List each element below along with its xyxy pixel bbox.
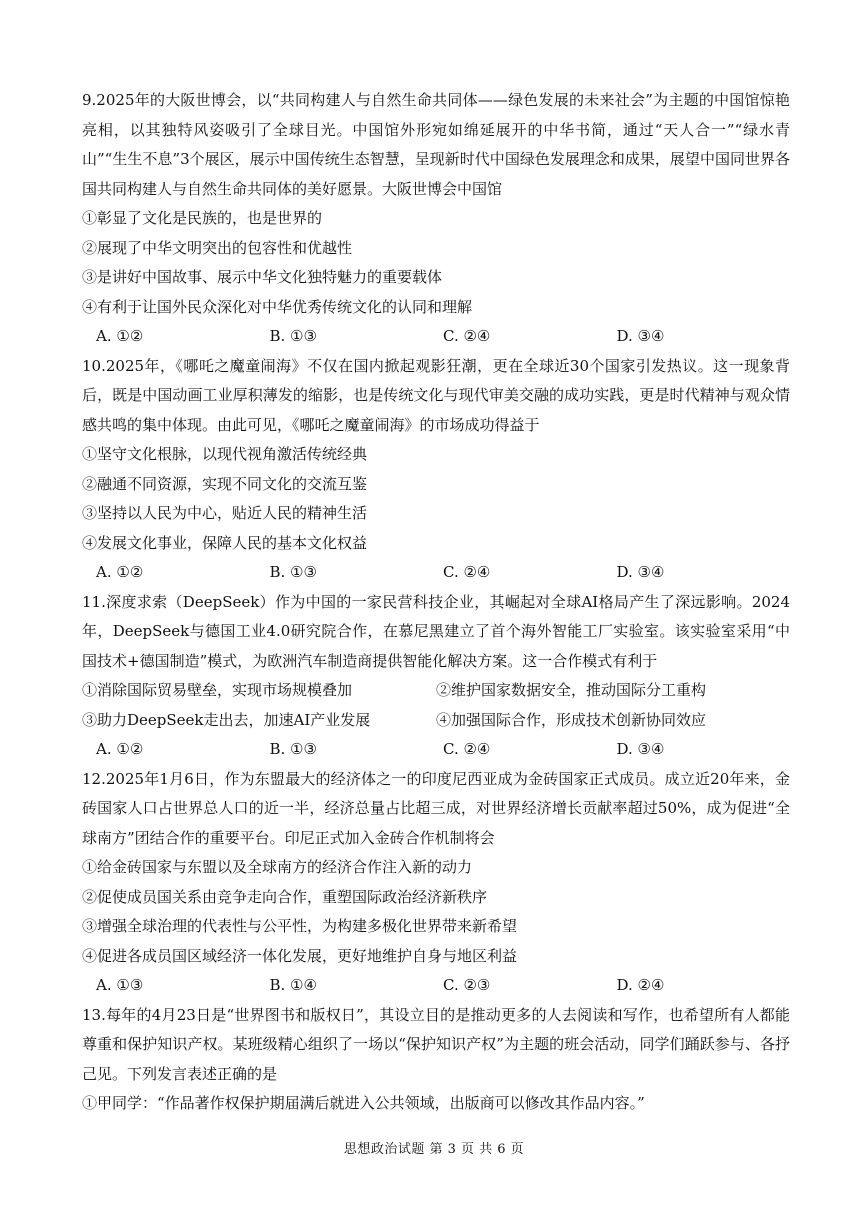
choice-a: A. ①③ (96, 976, 144, 994)
option-1: ①给金砖国家与东盟以及全球南方的经济合作注入新的动力 (82, 858, 473, 876)
option-4: ④发展文化事业，保障人民的基本文化权益 (82, 533, 368, 552)
option-4: ④加强国际合作，形成技术创新协同效应 (436, 710, 707, 729)
choice-a: A. ①② (96, 740, 144, 758)
option-4: ④有利于让国外民众深化对中华优秀传统文化的认同和理解 (82, 297, 473, 316)
option-1: ①消除国际贸易壁垒，实现市场规模叠加 (82, 681, 353, 699)
choice-b: B. ①④ (269, 976, 317, 994)
choice-b: B. ①③ (269, 327, 317, 345)
question-stem: 9.2025年的大阪世博会，以“共同构建人与自然生命共同体——绿色发展的未来社会”为主题的中国馆惊艳亮相，以其独特风姿吸引了全球目光。中国馆外形宛如绵延展开的中华书简，通过“天人合一”“绿水青山”“生生不息”3个展区，展示中国传统生态智慧，呈现新时代中国绿色发展理念和成果，展望中国同世界各国共同构建人与自然生命共同体的美好愿景。大阪世博会中国馆 (82, 91, 790, 198)
question-stem: 11.深度求索（DeepSeek）作为中国的一家民营科技企业，其崛起对全球AI格局产生了深远影响。2024年，DeepSeek与德国工业4.0研究院合作，在慕尼黑建立了首个海外智能工厂实验室。该实验室采用“中国技术+德国制造”模式，为欧洲汽车制造商提供智能化解决方案。这一合作模式有利于 (82, 592, 790, 670)
option-4: ④促进各成员国区域经济一体化发展，更好地维护自身与地区利益 (82, 946, 518, 965)
choice-c: C. ②④ (443, 740, 491, 758)
page-footer: 思想政治试题 第 3 页 共 6 页 (343, 1142, 525, 1157)
question-9 (82, 86, 790, 352)
answer-choices (82, 322, 790, 352)
option-3: ③增强全球治理的代表性与公平性，为构建多极化世界带来新希望 (82, 917, 518, 935)
answer-choices (82, 971, 790, 1001)
answer-choices (82, 735, 790, 765)
option-3: ③助力DeepSeek走出去，加速AI产业发展 (82, 710, 371, 729)
option-2: ②维护国家数据安全，推动国际分工重构 (436, 681, 707, 699)
choice-b: B. ①③ (269, 563, 317, 581)
answer-choices (82, 558, 790, 588)
choice-b: B. ①③ (269, 740, 317, 758)
choice-d: D. ③④ (616, 740, 665, 758)
choice-c: C. ②③ (443, 976, 491, 994)
choice-a: A. ①② (96, 563, 144, 581)
question-stem: 13.每年的4月23日是“世界图书和版权日”，其设立目的是推动更多的人去阅读和写作，也希望所有人都能尊重和保护知识产权。某班级精心组织了一场以“保护知识产权”为主题的班会活动，同学们踊跃参与、各抒己见。下列发言表述正确的是 (82, 1005, 790, 1083)
choice-a: A. ①② (96, 327, 144, 345)
question-13 (82, 1001, 790, 1119)
question-11 (82, 588, 790, 765)
option-row (82, 676, 790, 706)
option-2: ②融通不同资源，实现不同文化的交流互鉴 (82, 474, 368, 493)
choice-d: D. ③④ (616, 327, 665, 345)
choice-c: C. ②④ (443, 563, 491, 581)
option-2: ②促使成员国关系由竞争走向合作，重塑国际政治经济新秩序 (82, 887, 488, 906)
choice-c: C. ②④ (443, 327, 491, 345)
option-1: ①甲同学：“作品著作权保护期届满后就进入公共领域，出版商可以修改其作品内容。” (82, 1094, 645, 1112)
option-1: ①坚守文化根脉，以现代视角激活传统经典 (82, 445, 368, 463)
question-stem: 10.2025年，《哪吒之魔童闹海》不仅在国内掀起观影狂潮，更在全球近30个国家引发热议。这一现象背后，既是中国动画工业厚积薄发的缩影，也是传统文化与现代审美交融的成功实践，更是时代精神与观众情感共鸣的集中体现。由此可见，《哪吒之魔童闹海》的市场成功得益于 (82, 356, 790, 434)
question-stem: 12.2025年1月6日，作为东盟最大的经济体之一的印度尼西亚成为金砖国家正式成员。成立近20年来，金砖国家人口占世界总人口的近一半，经济总量占比超三成，对世界经济增长贡献率超过50%，成为促进“全球南方”团结合作的重要平台。印尼正式加入金砖合作机制将会 (82, 769, 790, 847)
option-3: ③坚持以人民为中心，贴近人民的精神生活 (82, 504, 368, 522)
option-2: ②展现了中华文明突出的包容性和优越性 (82, 238, 353, 257)
choice-d: D. ②④ (616, 976, 665, 994)
option-row (82, 706, 790, 736)
option-1: ①彰显了文化是民族的，也是世界的 (82, 209, 323, 227)
exam-page (82, 86, 790, 1119)
question-10 (82, 352, 790, 588)
question-12 (82, 765, 790, 1001)
choice-d: D. ③④ (616, 563, 665, 581)
option-3: ③是讲好中国故事、展示中华文化独特魅力的重要载体 (82, 268, 443, 286)
